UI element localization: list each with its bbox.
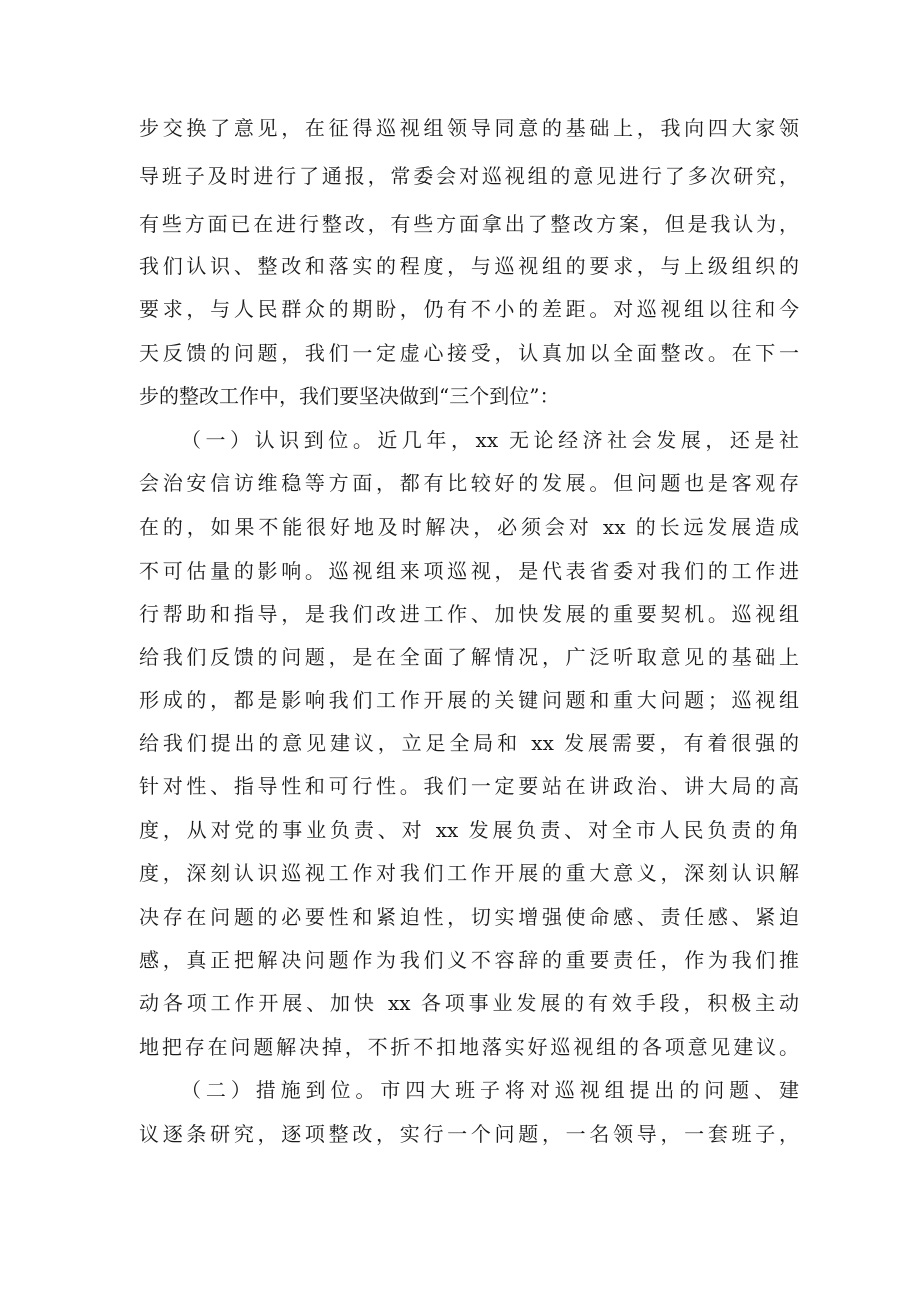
paragraph-heading-line: （二）措施到位。市四大班子将对巡视组提出的问题、建 [181,1078,799,1102]
text-line: 动各项工作开展、加快 xx 各项事业发展的有效手段，积极主动 [139,991,799,1015]
text-line: 会治安信访维稳等方面，都有比较好的发展。但问题也是客观存 [139,471,799,495]
text-line: 度，从对党的事业负责、对 xx 发展负责、对全市人民负责的角 [139,818,799,842]
text-line: 有些方面已在进行整改，有些方面拿出了整改方案，但是我认为， [139,212,799,236]
text-line: 导班子及时进行了通报，常委会对巡视组的意见进行了多次研究， [139,164,799,188]
text-line: 步交换了意见，在征得巡视组领导同意的基础上，我向四大家领 [139,116,799,140]
text-line: 地把存在问题解决掉，不折不扣地落实好巡视组的各项意见建议。 [139,1035,799,1059]
text-line: 形成的，都是影响我们工作开展的关键问题和重大问题；巡视组 [139,688,799,712]
text-line: 我们认识、整改和落实的程度，与巡视组的要求，与上级组织的 [139,254,799,278]
text-line: 行帮助和指导，是我们改进工作、加快发展的重要契机。巡视组 [139,602,799,626]
text-line: 在的，如果不能很好地及时解决，必须会对 xx 的长远发展造成 [139,515,799,539]
text-line: 天反馈的问题，我们一定虚心接受，认真加以全面整改。在下一 [139,341,799,365]
text-line: 不可估量的影响。巡视组来项巡视，是代表省委对我们的工作进 [139,559,799,583]
text-line: 度，深刻认识巡视工作对我们工作开展的重大意义，深刻认识解 [139,861,799,885]
text-line: 针对性、指导性和可行性。我们一定要站在讲政治、讲大局的高 [139,774,799,798]
text-line: 决存在问题的必要性和紧迫性，切实增强使命感、责任感、紧迫 [139,905,799,929]
text-line: 要求，与人民群众的期盼，仍有不小的差距。对巡视组以往和今 [139,297,799,321]
paragraph-heading-line: （一）认识到位。近几年，xx 无论经济社会发展，还是社 [181,428,799,452]
text-line: 给我们提出的意见建议，立足全局和 xx 发展需要，有着很强的 [139,731,799,755]
text-line: 议逐条研究，逐项整改，实行一个问题，一名领导，一套班子， [139,1122,799,1146]
text-line: 感，真正把解决问题作为我们义不容辞的重要责任，作为我们推 [139,948,799,972]
text-line: 步的整改工作中，我们要坚决做到“三个到位”： [139,384,560,408]
text-line: 给我们反馈的问题，是在全面了解情况，广泛听取意见的基础上 [139,645,799,669]
